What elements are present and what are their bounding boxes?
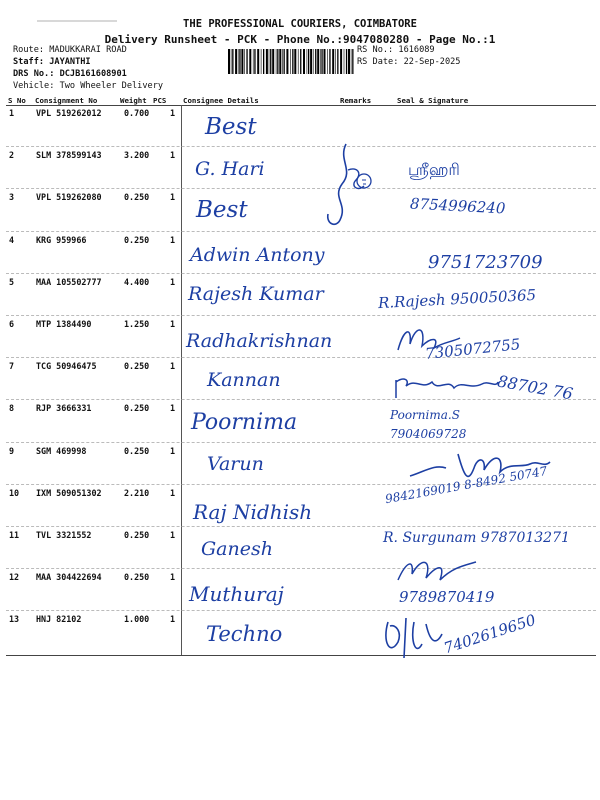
row-sno: 5 (9, 277, 15, 287)
route-label: Route: MADUKKARAI ROAD (13, 45, 127, 55)
hw-seal-6: 7305072755 (424, 335, 522, 363)
row-weight: 4.400 (124, 277, 150, 287)
header-rule (6, 105, 596, 106)
row-pcs: 1 (170, 108, 176, 118)
row-sno: 2 (9, 150, 15, 160)
row-divider (6, 399, 596, 400)
row-sno: 6 (9, 319, 15, 329)
hw-seal-11: R. Surgunam 9787013271 (383, 530, 570, 546)
col-header-seal: Seal & Signature (397, 96, 469, 105)
row-weight: 1.250 (124, 319, 150, 329)
drs-number: DRS No.: DCJB161608901 (13, 69, 127, 79)
row-pcs: 1 (170, 235, 176, 245)
row-pcs: 1 (170, 150, 176, 160)
row-divider (6, 273, 596, 274)
row-consignment-number: KRG 959966 (36, 235, 87, 245)
row-divider (6, 315, 596, 316)
signature-scribble-12 (392, 552, 482, 586)
row-weight: 0.250 (124, 572, 150, 582)
hw-seal-3: 8754996240 (409, 194, 506, 218)
row-pcs: 1 (170, 277, 176, 287)
hw-consignee-2: G. Hari (195, 158, 265, 180)
row-sno: 3 (9, 192, 15, 202)
col-header-weight: Weight (120, 96, 147, 105)
row-divider (6, 568, 596, 569)
row-divider (6, 526, 596, 527)
hw-seal-12: 9789870419 (399, 588, 495, 606)
hw-seal-7: 88702 76 (495, 371, 575, 404)
col-header-remarks: Remarks (340, 96, 372, 105)
row-sno: 8 (9, 403, 15, 413)
row-sno: 4 (9, 235, 15, 245)
hw-consignee-10: Raj Nidhish (193, 500, 313, 524)
hw-consignee-9: Varun (207, 453, 264, 475)
row-pcs: 1 (170, 319, 176, 329)
row-consignment-number: MAA 304422694 (36, 572, 102, 582)
col-header-consignee: Consignee Details (183, 96, 259, 105)
signature-scribble-9 (404, 446, 554, 492)
runsheet-title: Delivery Runsheet - PCK - Phone No.:9047080280 - Page No.:1 (104, 33, 496, 46)
col-header-consignment: Consignment No (35, 96, 98, 105)
row-weight: 0.250 (124, 403, 150, 413)
row-pcs: 1 (170, 446, 176, 456)
company-title: THE PROFESSIONAL COURIERS, COIMBATORE (183, 18, 417, 30)
row-consignment-number: TCG 50946475 (36, 361, 97, 371)
hw-consignee-13: Techno (206, 622, 283, 646)
row-weight: 0.250 (124, 361, 150, 371)
hw-consignee-11: Ganesh (201, 538, 273, 560)
row-weight: 0.250 (124, 192, 150, 202)
row-consignment-number: SGM 469998 (36, 446, 87, 456)
table-bottom-rule (6, 655, 596, 656)
hw-seal-5: R.Rajesh 950050365 (377, 285, 537, 313)
row-divider (6, 231, 596, 232)
row-consignment-number: MTP 1384490 (36, 319, 92, 329)
hw-consignee-12: Muthuraj (189, 582, 284, 606)
row-weight: 3.200 (124, 150, 150, 160)
hw-seal-8: Poornima.S 7904069728 (390, 408, 467, 441)
hw-seal-2: ஸ்ரீஹரி (408, 160, 460, 179)
hw-consignee-6: Radhakrishnan (186, 330, 333, 352)
row-sno: 10 (9, 488, 20, 498)
row-weight: 0.250 (124, 235, 150, 245)
row-weight: 0.250 (124, 446, 150, 456)
row-consignment-number: SLM 378599143 (36, 150, 102, 160)
row-sno: 11 (9, 530, 20, 540)
row-consignment-number: IXM 509051302 (36, 488, 102, 498)
hw-seal-4: 9751723709 (428, 252, 543, 273)
hw-seal-13: 7402619650 (441, 610, 538, 658)
row-pcs: 1 (170, 192, 176, 202)
row-pcs: 1 (170, 614, 176, 624)
row-divider (6, 610, 596, 611)
row-consignment-number: MAA 105502777 (36, 277, 102, 287)
row-consignment-number: TVL 3321552 (36, 530, 92, 540)
signature-scribble-13 (380, 612, 450, 662)
courier-signature-mark (318, 140, 378, 230)
row-weight: 0.700 (124, 108, 150, 118)
vehicle-label: Vehicle: Two Wheeler Delivery (13, 81, 164, 91)
barcode-image (228, 49, 354, 74)
row-pcs: 1 (170, 530, 176, 540)
row-pcs: 1 (170, 572, 176, 582)
row-sno: 9 (9, 446, 15, 456)
rs-date: RS Date: 22-Sep-2025 (357, 57, 461, 67)
row-weight: 1.000 (124, 614, 150, 624)
staff-label: Staff: JAYANTHI (13, 57, 91, 67)
row-weight: 2.210 (124, 488, 150, 498)
row-pcs: 1 (170, 361, 176, 371)
col-header-sno: S No (8, 96, 26, 105)
hw-seal-10: 9842169019 8-8492 50747 (384, 463, 549, 507)
row-divider (6, 188, 596, 189)
hw-consignee-3: Best (196, 197, 248, 223)
row-weight: 0.250 (124, 530, 150, 540)
row-sno: 1 (9, 108, 15, 118)
row-sno: 7 (9, 361, 15, 371)
hw-consignee-1: Best (205, 114, 257, 140)
row-sno: 12 (9, 572, 20, 582)
row-pcs: 1 (170, 488, 176, 498)
rs-number: RS No.: 1616089 (357, 45, 435, 55)
hw-consignee-4: Adwin Antony (190, 244, 325, 266)
row-divider (6, 146, 596, 147)
row-pcs: 1 (170, 403, 176, 413)
row-consignment-number: HNJ 82102 (36, 614, 82, 624)
signature-scribble-7 (392, 368, 502, 400)
hw-consignee-5: Rajesh Kumar (188, 283, 324, 305)
row-consignment-number: RJP 3666331 (36, 403, 92, 413)
row-consignment-number: VPL 519262080 (36, 192, 102, 202)
row-consignment-number: VPL 519262012 (36, 108, 102, 118)
row-sno: 13 (9, 614, 20, 624)
hw-consignee-8: Poornima (191, 410, 298, 435)
row-divider (6, 357, 596, 358)
hw-consignee-7: Kannan (207, 369, 281, 391)
col-header-pcs: PCS (153, 96, 167, 105)
signature-scribble-6 (394, 318, 464, 358)
